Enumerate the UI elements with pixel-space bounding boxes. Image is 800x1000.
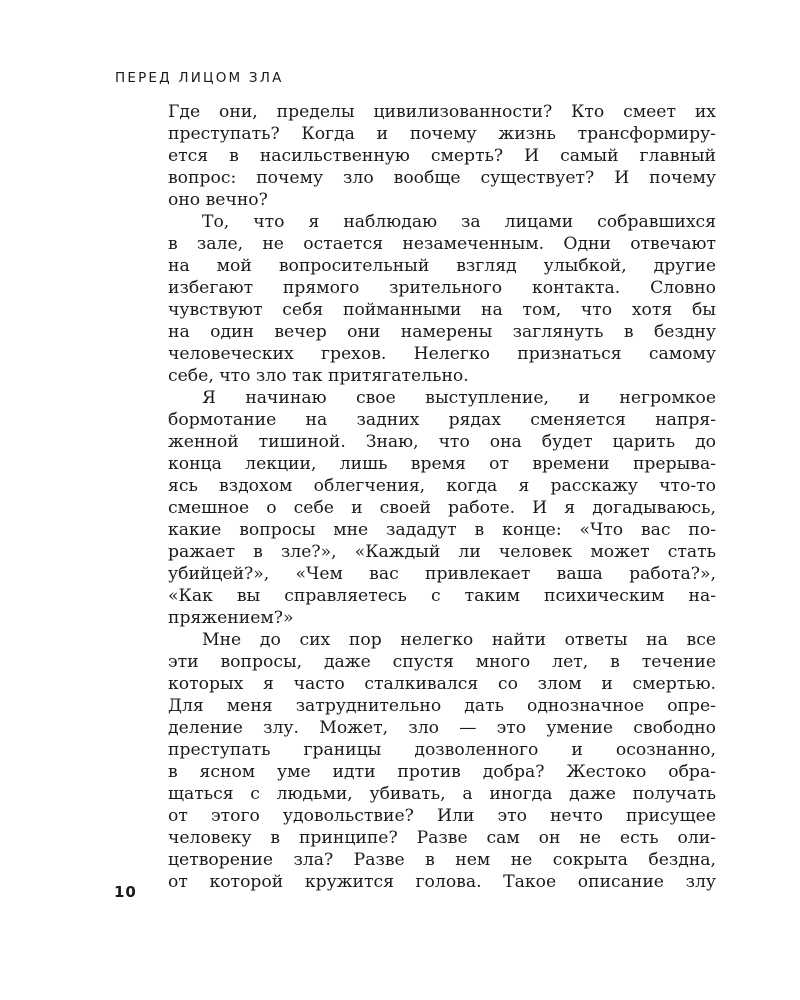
text-line: ясь вздохом облегчения, когда я расскажу что-то xyxy=(168,476,716,496)
text-line: какие вопросы мне зададут в конце: «Что вас по- xyxy=(168,520,716,540)
text-line: в ясном уме идти против добра? Жестоко обра- xyxy=(168,762,716,782)
running-head: ПЕРЕД ЛИЦОМ ЗЛА xyxy=(115,70,284,86)
text-line: деление злу. Может, зло — это умение свободно xyxy=(168,718,716,738)
text-line: То, что я наблюдаю за лицами собравшихся xyxy=(202,212,716,232)
text-line: человеку в принципе? Разве сам он не есть оли- xyxy=(168,828,716,848)
text-line: Мне до сих пор нелегко найти ответы на все xyxy=(202,630,716,650)
text-line: себе, что зло так притягательно. xyxy=(168,366,469,386)
text-line: смешное о себе и своей работе. И я догадываюсь, xyxy=(168,498,716,518)
body-text xyxy=(168,101,716,893)
text-line: преступать границы дозволенного и осознанно, xyxy=(168,740,716,760)
text-line: на один вечер они намерены заглянуть в бездну xyxy=(168,322,716,342)
text-line: Где они, пределы цивилизованности? Кто смеет их xyxy=(168,102,716,122)
text-line: от которой кружится голова. Такое описание злу xyxy=(168,872,716,892)
text-line: вопрос: почему зло вообще существует? И почему xyxy=(168,168,716,188)
text-line: ражает в зле?», «Каждый ли человек может стать xyxy=(168,542,716,562)
text-line: в зале, не остается незамеченным. Одни отвечают xyxy=(168,234,716,254)
text-line: бормотание на задних рядах сменяется напря- xyxy=(168,410,716,430)
text-line: пряжением?» xyxy=(168,608,294,628)
text-line: Я начинаю свое выступление, и негромкое xyxy=(202,388,716,408)
text-line: Для меня затруднительно дать однозначное опре- xyxy=(168,696,716,716)
text-line: эти вопросы, даже спустя много лет, в течение xyxy=(168,652,716,672)
text-line: которых я часто сталкивался со злом и смертью. xyxy=(168,674,716,694)
text-line: конца лекции, лишь время от времени прерыва- xyxy=(168,454,716,474)
text-line: «Как вы справляетесь с таким психическим на- xyxy=(168,586,716,606)
page-number: 10 xyxy=(114,883,137,901)
text-line: преступать? Когда и почему жизнь трансформиру- xyxy=(168,124,716,144)
text-line: от этого удовольствие? Или это нечто присущее xyxy=(168,806,716,826)
text-line: щаться с людьми, убивать, а иногда даже получать xyxy=(168,784,716,804)
text-line: человеческих грехов. Нелегко признаться самому xyxy=(168,344,716,364)
text-line: ется в насильственную смерть? И самый главный xyxy=(168,146,716,166)
text-line: на мой вопросительный взгляд улыбкой, другие xyxy=(168,256,716,276)
text-line: женной тишиной. Знаю, что она будет царить до xyxy=(168,432,716,452)
text-line: чувствуют себя пойманными на том, что хотя бы xyxy=(168,300,716,320)
text-line: убийцей?», «Чем вас привлекает ваша работа?», xyxy=(168,564,716,584)
text-line: цетворение зла? Разве в нем не сокрыта бездна, xyxy=(168,850,716,870)
text-line: оно вечно? xyxy=(168,190,268,210)
text-line: избегают прямого зрительного контакта. Словно xyxy=(168,278,716,298)
